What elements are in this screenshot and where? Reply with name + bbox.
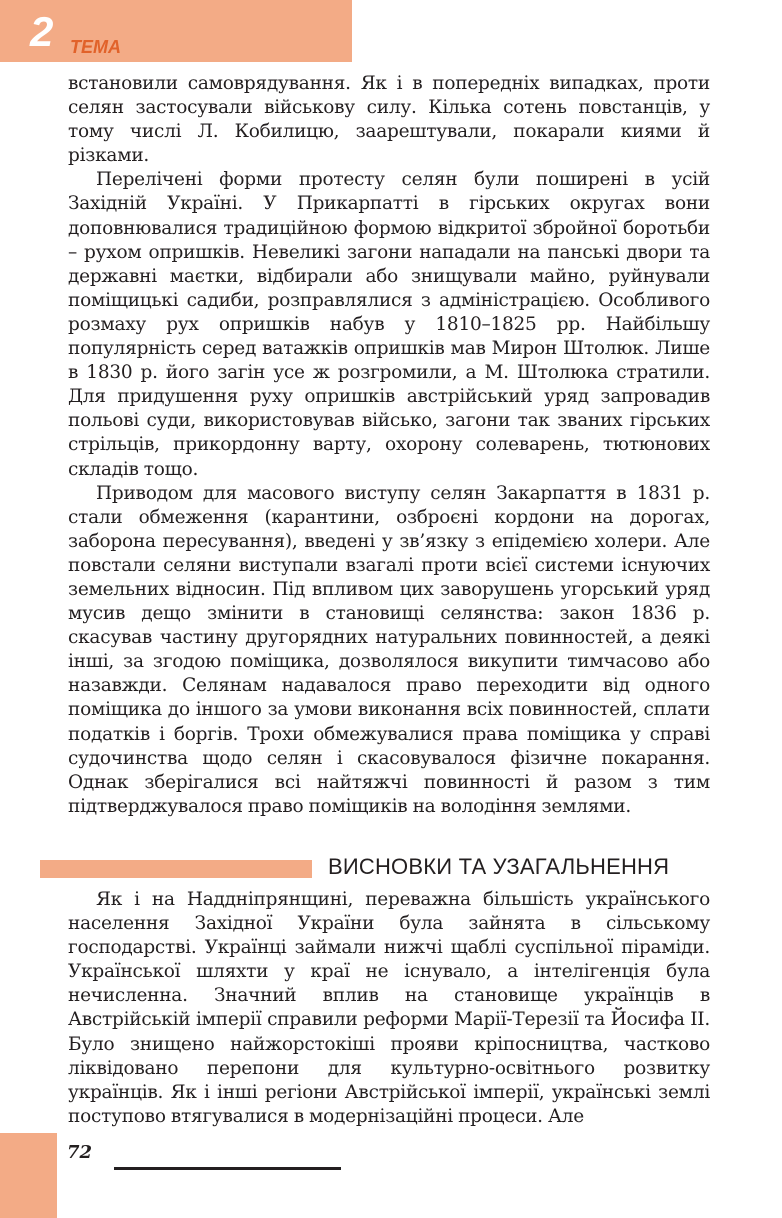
paragraph-2: Перелічені форми протесту селян були поширені в усій Західній Україні. У Прикарпатті в гірських округах вони доповнювалися традиційною формою відкритої збройної боротьби – рухом опришків. Невеликі загони нападали на панські двори та державні маєтки, відбирали або знищували майно, руйнували поміщицькі садиби, розправлялися з адміністрацією. Особливого розмаху рух опришків набув у 1810–1825 рр. Найбільшу популярність серед ватажків опришків мав Мирон Штолюк. Лише в 1830 р. його загін усе ж розгромили, а М. Штолюка стратили. Для придушення руху опришків австрійський уряд запровадив польові суди, використовував військо, загони так званих гірських стрільців, прикордонну варту, охорону солеварень, тютюнових складів тощо. xyxy=(68,169,710,480)
page-number: 72 xyxy=(67,1142,93,1163)
main-text xyxy=(68,72,710,819)
conclusions-paragraph: Як і на Наддніпрянщині, переважна більшість українського населення Західної України була зайнята в сільському господарстві. Українці займали нижчі щаблі суспільної піраміди. Української шляхти у краї не існувало, а інтелігенція була нечисленна. Значний вплив на становище українців в Австрійській імперії справили реформи Марії-Терезії та Йосифа ІІ. Було знищено найжорстокіші прояви кріпосництва, частково ліквідовано перепони для культурно-освітнього розвитку українців. Як і інші регіони Австрійської імперії, українські землі поступово втягувалися в модернізаційні процеси. Але xyxy=(68,889,710,1127)
chapter-label: ТЕМА xyxy=(70,37,121,57)
chapter-number: 2 xyxy=(30,8,54,55)
conclusions-text xyxy=(68,888,710,1129)
page-corner-tab xyxy=(0,1133,57,1218)
footer-rule xyxy=(114,1167,341,1170)
paragraph-1: встановили самоврядування. Як і в попередніх випадках, проти селян застосували військову силу. Кілька сотень повстанців, у тому числі Л. Кобилицю, заарештували, покарали киями й різками. xyxy=(68,73,710,167)
paragraph-3: Приводом для масового виступу селян Закарпаття в 1831 р. стали обмеження (карантини, озброєні кордони на дорогах, заборона пересування), введені у зв’язку з епідемією холери. Але повстали селяни виступали взагалі проти всієї системи існуючих земельних відносин. Під впливом цих заворушень угорський уряд мусив дещо змінити в становищі селянства: закон 1836 р. скасував частину другорядних натуральних повинностей, а деякі інші, за згодою поміщика, дозволялося викупити тимчасово або назавжди. Селянам надавалося право переходити від одного поміщика до іншого за умови виконання всіх повинностей, сплати податків і боргів. Трохи обмежувалися права поміщика у справі судочинства щодо селян і скасовувалося фізичне покарання. Однак зберігалися всі найтяжчі повинності й разом з тим підтверджувалося право поміщиків на володіння землями. xyxy=(68,482,710,817)
section-decor-bar xyxy=(40,860,312,878)
section-title: ВИСНОВКИ ТА УЗАГАЛЬНЕННЯ xyxy=(328,854,670,879)
